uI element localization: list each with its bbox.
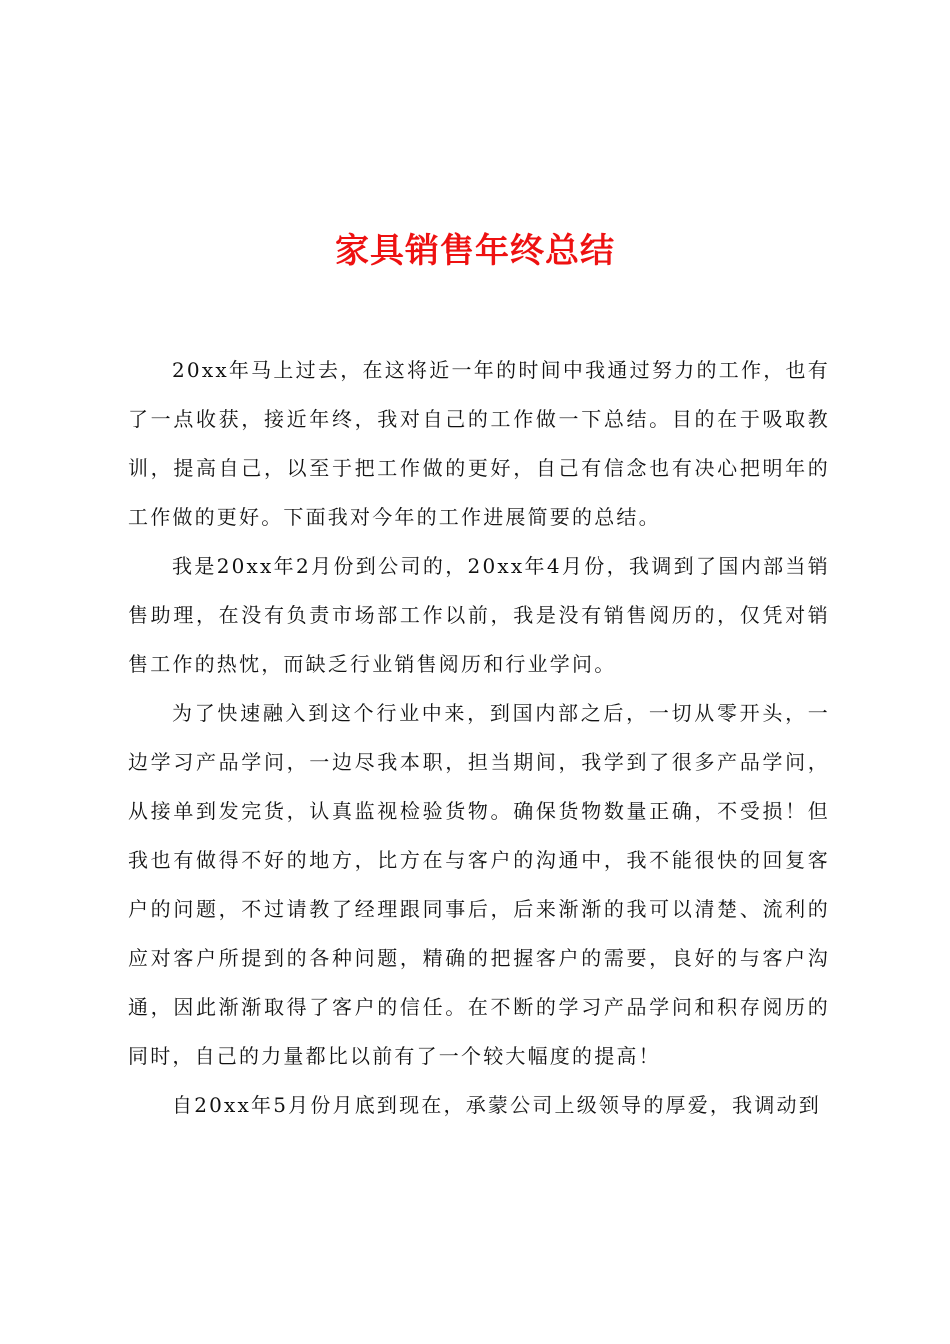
paragraph: 自20xx年5月份月底到现在，承蒙公司上级领导的厚爱，我调动到 [172,1093,821,1117]
paragraph: 20xx年马上过去，在这将近一年的时间中我通过努力的工作，也有了一点收获，接近年终，我对自己的工作做一下总结。目的在于吸取教训，提高自己，以至于把工作做的更好，自己有信念也有决心把明年的工作做的更好。下面我对今年的工作进展简要的总结。 [128,358,830,529]
document-body [128,346,830,1130]
document-title: 家具销售年终总结 [335,230,615,271]
paragraph: 我是20xx年2月份到公司的，20xx年4月份，我调到了国内部当销售助理，在没有负责市场部工作以前，我是没有销售阅历的，仅凭对销售工作的热忱，而缺乏行业销售阅历和行业学问。 [128,554,830,676]
paragraph: 为了快速融入到这个行业中来，到国内部之后，一切从零开头，一边学习产品学问，一边尽我本职，担当期间，我学到了很多产品学问，从接单到发完货，认真监视检验货物。确保货物数量正确，不受损！但我也有做得不好的地方，比方在与客户的沟通中，我不能很快的回复客户的问题，不过请教了经理跟同事后，后来渐渐的我可以清楚、流利的应对客户所提到的各种问题，精确的把握客户的需要，良好的与客户沟通，因此渐渐取得了客户的信任。在不断的学习产品学问和积存阅历的同时，自己的力量都比以前有了一个较大幅度的提高！ [128,701,830,1068]
